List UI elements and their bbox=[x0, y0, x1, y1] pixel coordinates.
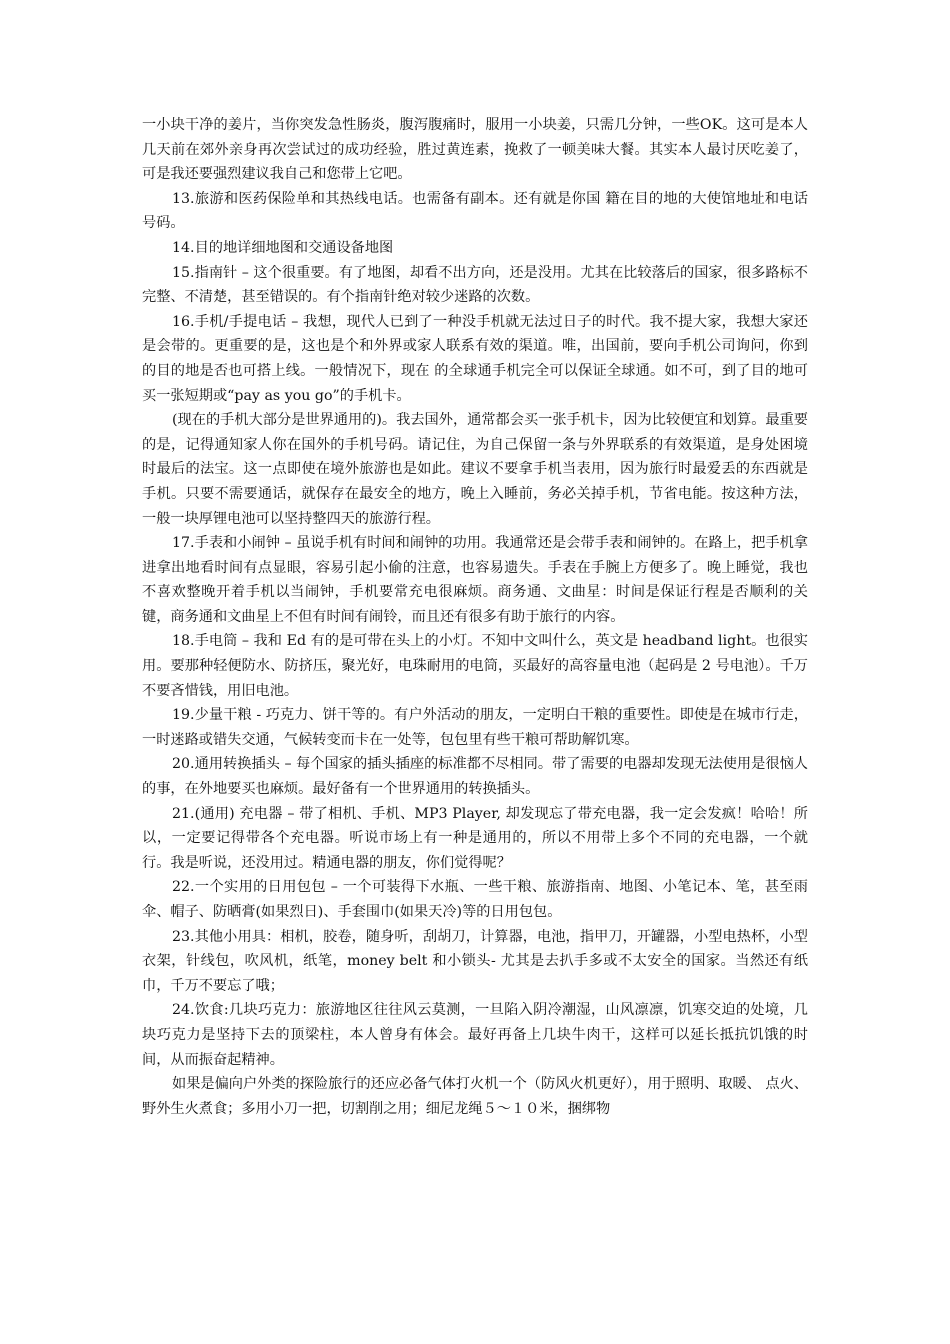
paragraph: 15.指南针 – 这个很重要。有了地图，却看不出方向，还是没用。尤其在比较落后的国家，很多路标不完整、不清楚，甚至错误的。有个指南针绝对较少迷路的次数。 bbox=[142, 264, 808, 306]
paragraph: 22.一个实用的日用包包 – 一个可装得下水瓶、一些干粮、旅游指南、地图、小笔记本、笔，甚至雨伞、帽子、防晒膏(如果烈日)、手套围巾(如果天冷)等的日用包包。 bbox=[142, 879, 808, 920]
paragraph: 20.通用转换插头 – 每个国家的插头插座的标准都不尽相同。带了需要的电器却发现无法使用是很恼人的事，在外地要买也麻烦。最好备有一个世界通用的转换插头。 bbox=[142, 756, 808, 798]
paragraph: 一小块干净的姜片，当你突发急性肠炎，腹泻腹痛时，服用一小块姜，只需几分钟，一些OK。这可是本人几天前在郊外亲身再次尝试过的成功经验，胜过黄连素，挽救了一顿美味大餐。其实本人最讨厌吃姜了，可是我还要强烈建议我自己和您带上它吧。 bbox=[142, 117, 808, 183]
paragraph: 21.(通用) 充电器 – 带了相机、手机、MP3 Player, 却发现忘了带充电器，我一定会发疯！哈哈！所以，一定要记得带各个充电器。听说市场上有一种是通用的，所以不用带上多个不同的充电器，一个就行。我是听说，还没用过。精通电器的朋友，你们觉得呢？ bbox=[142, 805, 808, 871]
paragraph: 如果是偏向户外类的探险旅行的还应必备气体打火机一个（防风火机更好），用于照明、取暖、 点火、野外生火煮食；多用小刀一把，切割削之用；细尼龙绳５～１０米，捆绑物 bbox=[142, 1076, 808, 1117]
paragraph: 18.手电筒 – 我和 Ed 有的是可带在头上的小灯。不知中文叫什么，英文是 headband light。也很实用。要那种轻便防水、防挤压，聚光好，电珠耐用的电筒，买最好的高容量电池（起码是 2 号电池）。千万不要吝惜钱，用旧电池。 bbox=[142, 633, 808, 699]
paragraph: 16.手机/手提电话 – 我想，现代人已到了一种没手机就无法过日子的时代。我不提大家，我想大家还是会带的。更重要的是，这也是个和外界或家人联系有效的渠道。唯，出国前，要向手机公司询问，你到的目的地是否也可搭上线。一般情况下，现在 的全球通手机完全可以保证全球通。如不可，到了目的地可买一张短期或“pay as you go”的手机卡。 bbox=[142, 313, 808, 404]
paragraph: 13.旅游和医药保险单和其热线电话。也需备有副本。还有就是你国 籍在目的地的大使馆地址和电话号码。 bbox=[142, 190, 808, 232]
paragraph: 24.饮食:几块巧克力：旅游地区往往风云莫测，一旦陷入阴冷潮湿，山风凛凛，饥寒交迫的处境，几块巧克力是坚持下去的顶梁柱，本人曾身有体会。最好再备上几块牛肉干，这样可以延长抵抗饥饿的时间，从而振奋起精神。 bbox=[142, 1002, 808, 1068]
paragraph: 23.其他小用具：相机，胶卷，随身听，刮胡刀，计算器，电池，指甲刀，开罐器，小型电热杯，小型衣架，针线包，吹风机，纸笔，money belt 和小锁头- 尤其是去扒手多或不太安全的国家。当然还有纸巾，千万不要忘了哦； bbox=[142, 928, 808, 994]
paragraph: 17.手表和小闹钟 – 虽说手机有时间和闹钟的功用。我通常还是会带手表和闹钟的。在路上，把手机拿进拿出地看时间有点显眼，容易引起小偷的注意，也容易遗失。手表在手腕上方便多了。晚上睡觉，我也不喜欢整晚开着手机以当闹钟，手机要常充电很麻烦。商务通、文曲星：时间是保证行程是否顺利的关键，商务通和文曲星上不但有时间有闹铃，而且还有很多有助于旅行的内容。 bbox=[142, 535, 808, 625]
paragraph: 19.少量干粮 - 巧克力、饼干等的。有户外活动的朋友，一定明白干粮的重要性。即使是在城市行走，一时迷路或错失交通，气候转变而卡在一处等，包包里有些干粮可帮助解饥寒。 bbox=[142, 707, 808, 748]
document-page bbox=[142, 113, 808, 1121]
paragraph: 14.目的地详细地图和交通设备地图 bbox=[172, 239, 394, 256]
paragraph: (现在的手机大部分是世界通用的)。我去国外，通常都会买一张手机卡，因为比较便宜和划算。最重要的是，记得通知家人你在国外的手机号码。请记住，为自己保留一条与外界联系的有效渠道，是身处困境时最后的法宝。这一点即使在境外旅游也是如此。建议不要拿手机当表用，因为旅行时最爱丢的东西就是手机。只要不需要通话，就保存在最安全的地方，晚上入睡前，务必关掉手机，节省电能。按这种方法，一般一块厚锂电池可以坚持整四天的旅游行程。 bbox=[142, 412, 808, 527]
